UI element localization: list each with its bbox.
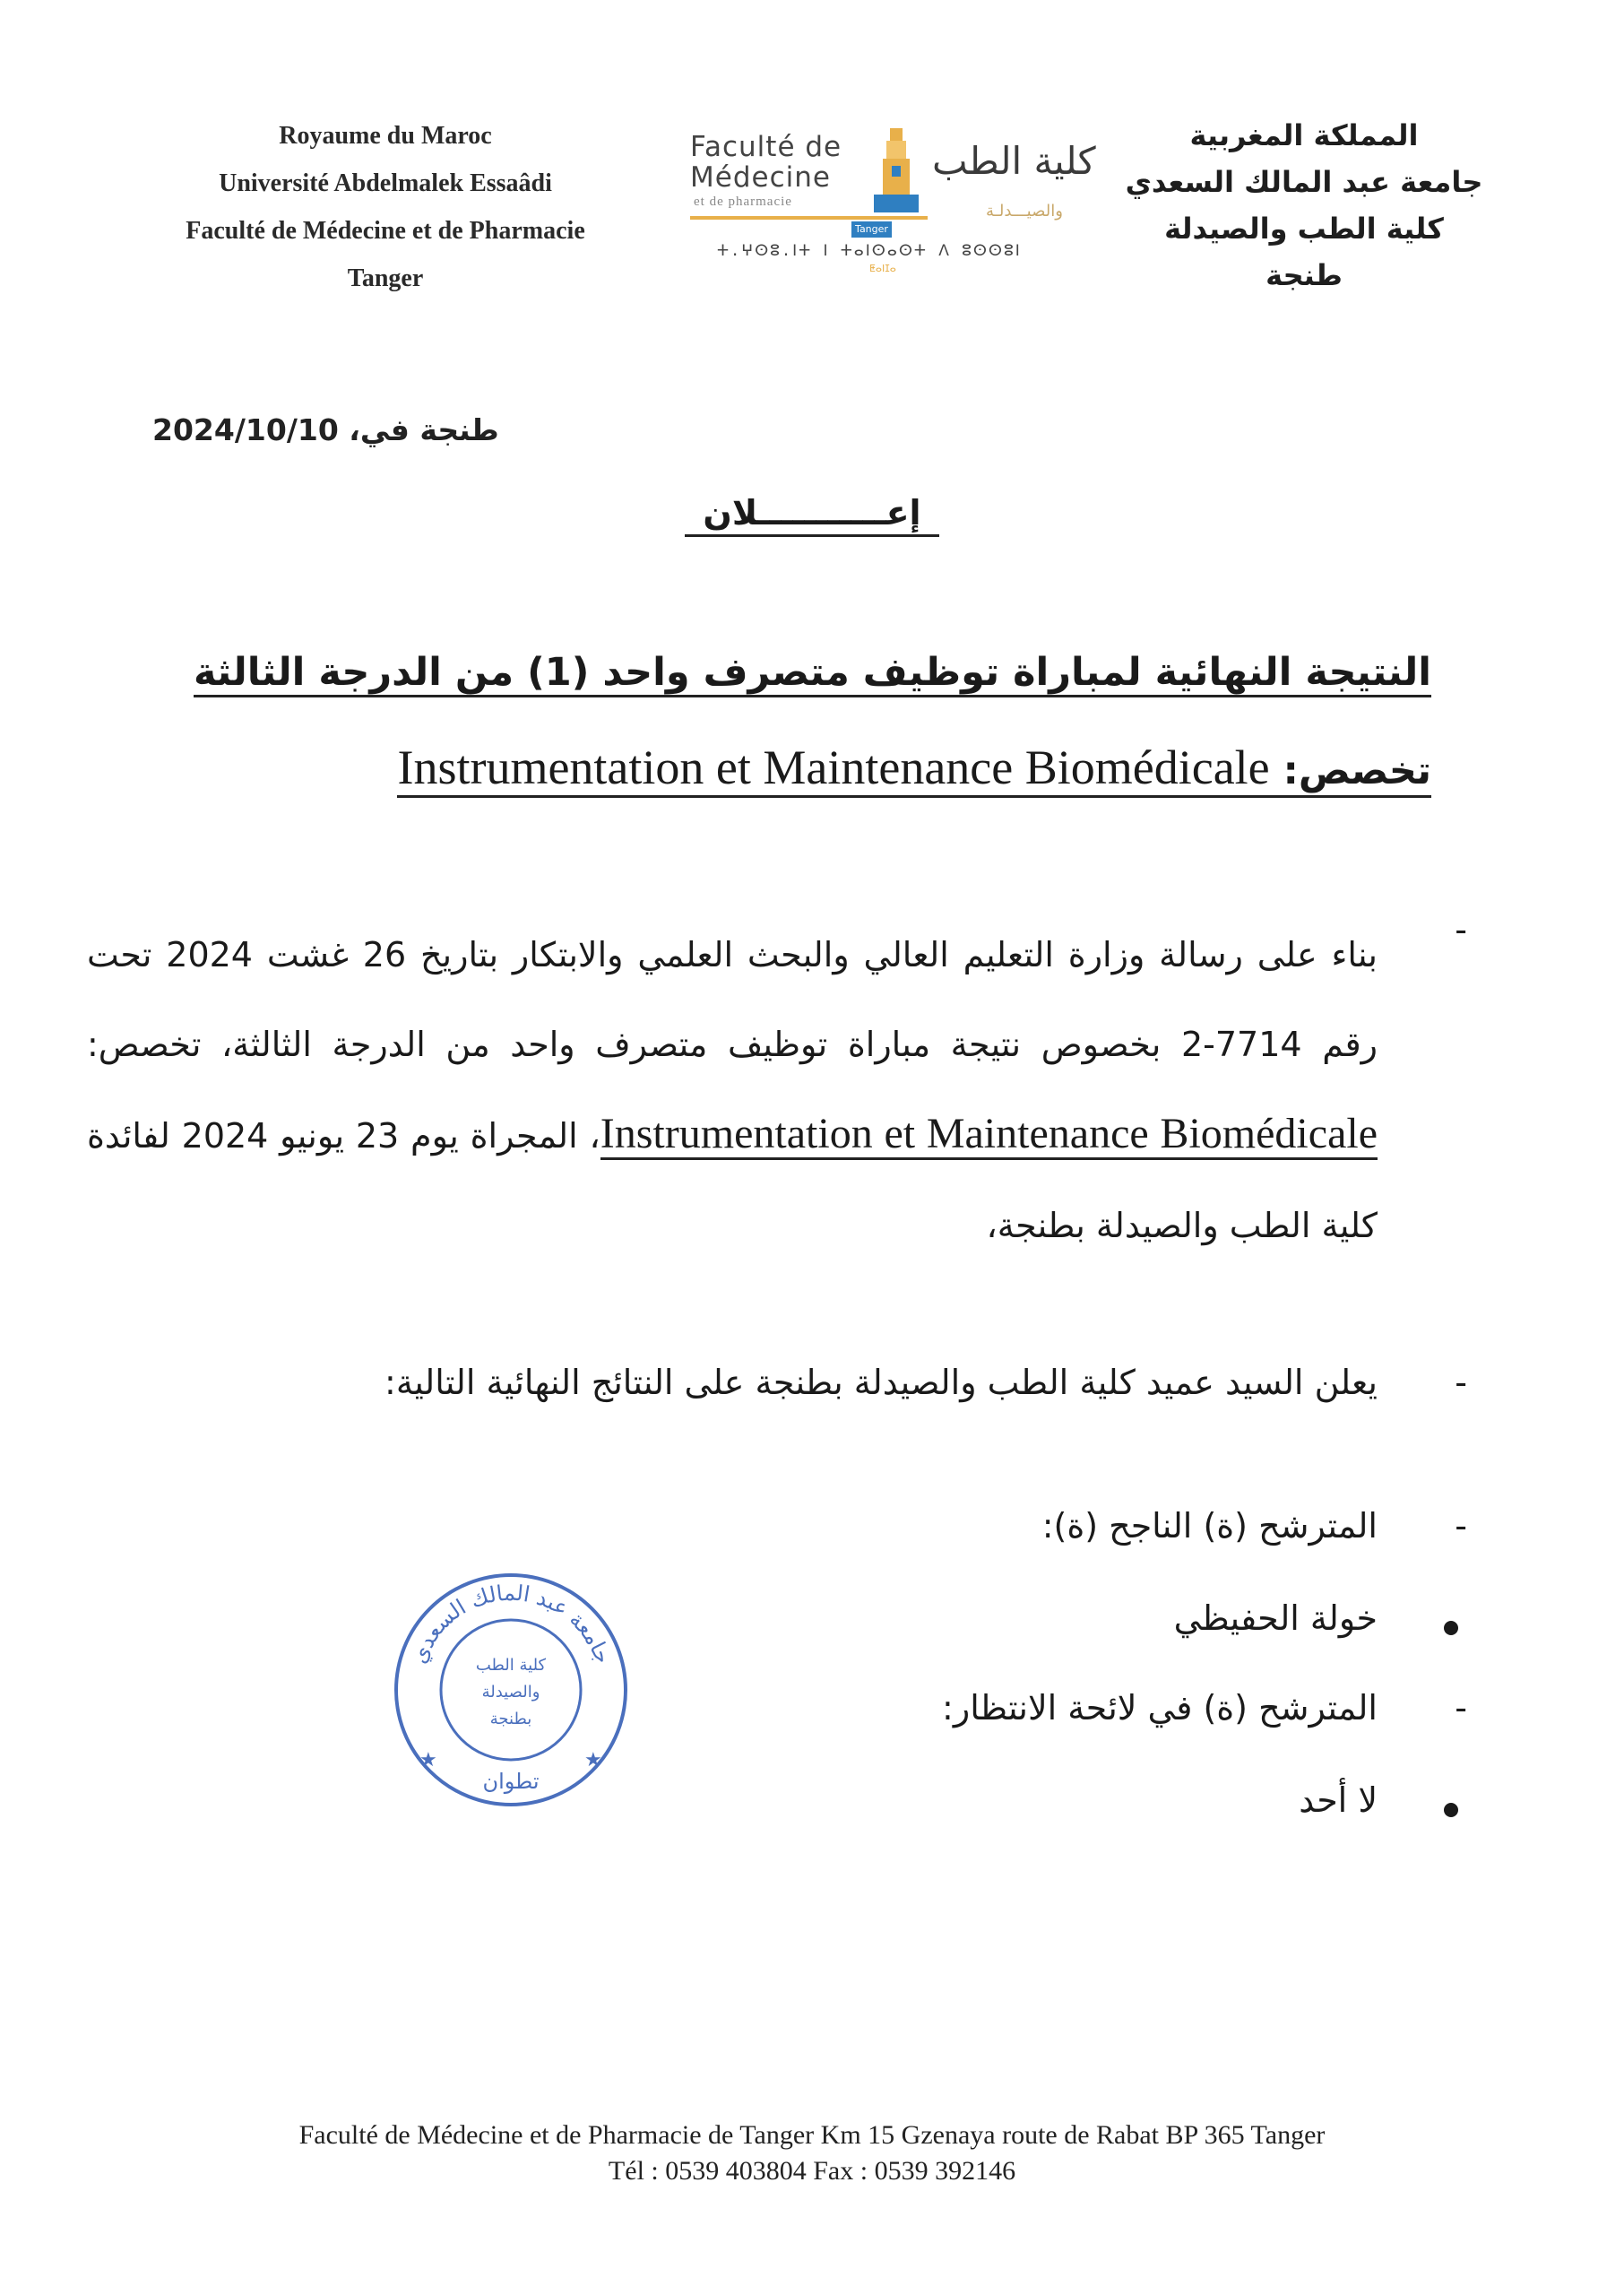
dash-mark: - bbox=[1455, 1688, 1467, 1728]
header-fr-line-university: Université Abdelmalek Essaâdi bbox=[219, 169, 552, 197]
announcement-title bbox=[0, 493, 1624, 533]
para2-dash bbox=[1455, 1363, 1467, 1402]
stamp-inner-line2: والصيدلة bbox=[481, 1683, 540, 1702]
date-line bbox=[152, 412, 499, 447]
paragraph-1 bbox=[87, 910, 1378, 1270]
logo-tifinagh-text: ⵜ.ⵖⵙⵓ.ⵏⵜ ⵏ ⵜⴰⵏⵙⴰⵙⵜ ⴷ ⵓⵙⵙⵓⵏ bbox=[717, 242, 1022, 260]
header-ar-line-university: جامعة عبد المالك السعدي bbox=[1125, 165, 1483, 199]
dash-mark: - bbox=[1455, 1363, 1467, 1402]
star-icon: ★ bbox=[419, 1749, 437, 1771]
header-fr-line-city: Tanger bbox=[347, 264, 424, 292]
header-fr-line-kingdom: Royaume du Maroc bbox=[279, 122, 492, 150]
stamp-inner-line3: بطنجة bbox=[489, 1710, 532, 1728]
dash-mark: - bbox=[1455, 910, 1467, 949]
lighthouse-icon bbox=[865, 121, 928, 220]
waitlist-label: المترشح (ة) في لائحة الانتظار: bbox=[942, 1688, 1378, 1728]
logo-city-badge: Tanger bbox=[851, 221, 892, 238]
header-ar-line-kingdom: المملكة المغربية bbox=[1189, 118, 1419, 152]
header-ar-line-city: طنجة bbox=[1266, 258, 1343, 292]
bullet-icon bbox=[1444, 1803, 1458, 1817]
paragraph-2: يعلن السيد عميد كلية الطب والصيدلة بطنجة على النتائج النهائية التالية: bbox=[384, 1363, 1378, 1402]
official-stamp bbox=[385, 1564, 636, 1815]
header-french-block bbox=[134, 112, 636, 302]
footer-contact: Tél : 0539 403804 Fax : 0539 392146 bbox=[608, 2156, 1016, 2186]
waitlist-dash bbox=[1455, 1688, 1467, 1728]
logo-ar-sub: والصيـــدلـة bbox=[986, 202, 1063, 221]
subject-line-1: النتيجة النهائية لمباراة توظيف متصرف واحد (1) من الدرجة الثالثة bbox=[194, 650, 1431, 697]
header-fr-line-faculty: Faculté de Médecine et de Pharmacie bbox=[186, 217, 585, 245]
footer-address: Faculté de Médecine et de Pharmacie de Tanger Km 15 Gzenaya route de Rabat BP 365 Tanger bbox=[298, 2120, 1326, 2150]
header-ar-line-faculty: كلية الطب والصيدلة bbox=[1164, 212, 1444, 246]
waitlist-value: لا أحد bbox=[1299, 1780, 1378, 1820]
subject-line-2 bbox=[397, 740, 1431, 798]
stamp-inner-line1: كلية الطب bbox=[475, 1656, 547, 1675]
logo-fr-line2: Médecine bbox=[690, 161, 831, 194]
faculty-logo bbox=[690, 112, 1111, 274]
announcement-title-text: إعـــــــــــلان bbox=[685, 493, 938, 537]
subject-specialty-value: Instrumentation et Maintenance Biomédicale bbox=[397, 740, 1270, 794]
successful-dash bbox=[1455, 1506, 1467, 1546]
stamp-outer-text: جامعة عبد المالك السعدي bbox=[406, 1580, 617, 1667]
date-value: 2024/10/10 bbox=[152, 412, 339, 447]
logo-accent-bar bbox=[690, 216, 928, 220]
logo-fr-sub: et de pharmacie bbox=[694, 195, 792, 209]
star-icon: ★ bbox=[584, 1749, 602, 1771]
subject-specialty-label: تخصص: bbox=[1283, 749, 1431, 793]
para1-text-a: بناء على رسالة وزارة التعليم العالي والبحث العلمي والابتكار بتاريخ 26 غشت 2024 تحت رقم 7714-2 بخصوص نتيجة مباراة توظيف متصرف واحد من الدرجة الثالثة، تخصص: bbox=[87, 935, 1378, 1064]
dash-mark: - bbox=[1455, 1506, 1467, 1546]
logo-tifinagh-city: ⵟⴰⵏⵊⴰ bbox=[869, 263, 896, 274]
para1-specialty: Instrumentation et Maintenance Biomédicale bbox=[600, 1110, 1378, 1160]
logo-ar-text: كلية الطب bbox=[932, 139, 1096, 183]
logo-fr-text bbox=[690, 132, 842, 193]
para1-text-b: ، المجراة يوم 23 يونيو 2024 لفائدة كلية الطب والصيدلة بطنجة، bbox=[87, 1116, 1378, 1245]
successful-label: المترشح (ة) الناجح (ة): bbox=[1041, 1506, 1378, 1546]
stamp-bottom-text: تطوان bbox=[482, 1769, 540, 1794]
successful-name: خولة الحفيظي bbox=[1173, 1598, 1378, 1638]
bullet-icon bbox=[1444, 1621, 1458, 1635]
header-arabic-block bbox=[1102, 112, 1506, 299]
para1-dash bbox=[1455, 910, 1467, 949]
date-label: طنجة في، bbox=[349, 412, 499, 447]
logo-fr-line1: Faculté de bbox=[690, 131, 842, 163]
